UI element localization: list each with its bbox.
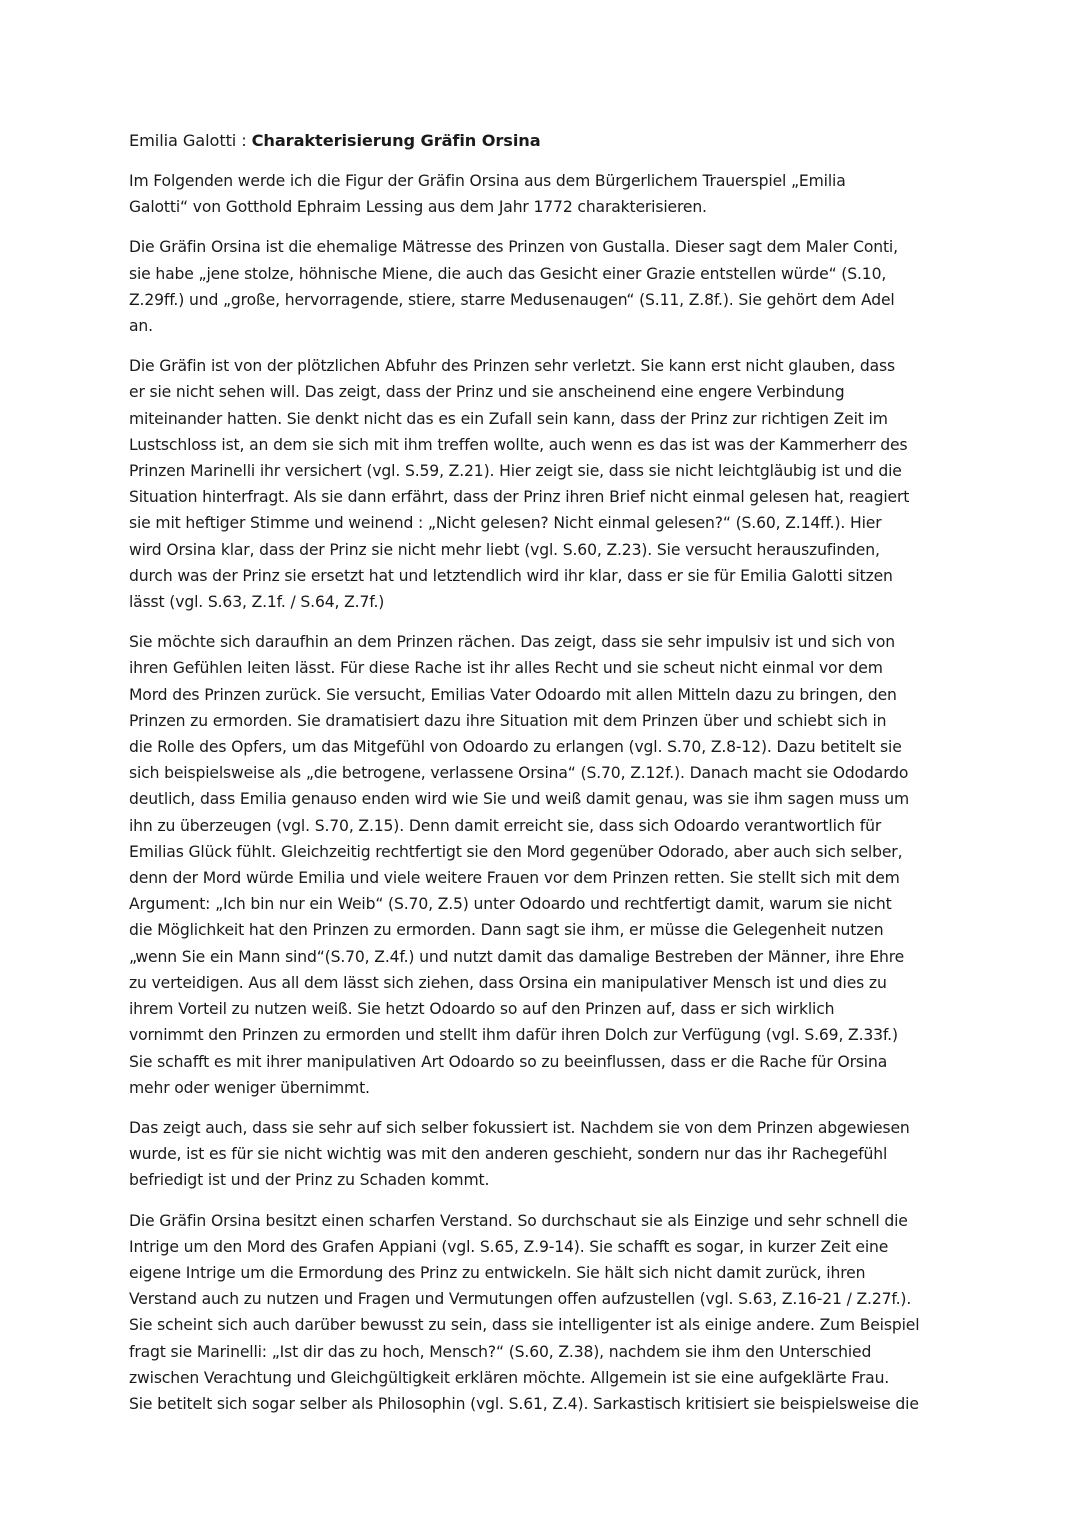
text-line: ihn zu überzeugen (vgl. S.70, Z.15). Denn damit erreicht sie, dass sich Odoardo verantwortlich für bbox=[129, 816, 882, 835]
text-line: Argument: „Ich bin nur ein Weib“ (S.70, Z.5) unter Odoardo und rechtfertigt damit, warum sie nicht bbox=[129, 895, 892, 914]
title-bold: Charakterisierung Gräfin Orsina bbox=[251, 131, 541, 150]
text-line: zwischen Verachtung und Gleichgültigkeit erklären möchte. Allgemein ist sie eine aufgeklärte Frau. bbox=[129, 1368, 890, 1387]
text-line: miteinander hatten. Sie denkt nicht das es ein Zufall sein kann, dass der Prinz zur richtigen Zeit im bbox=[129, 409, 888, 428]
text-line: Sie schafft es mit ihrer manipulativen Art Odoardo so zu beeinflussen, dass er die Rache für Orsina bbox=[129, 1052, 888, 1071]
text-line: fragt sie Marinelli: „Ist dir das zu hoch, Mensch?“ (S.60, Z.38), nachdem sie ihm den Unterschied bbox=[129, 1342, 872, 1361]
text-line: lässt (vgl. S.63, Z.1f. / S.64, Z.7f.) bbox=[129, 593, 385, 612]
text-line: Die Gräfin ist von der plötzlichen Abfuhr des Prinzen sehr verletzt. Sie kann erst nicht glauben, dass bbox=[129, 357, 895, 376]
text-line: sie mit heftiger Stimme und weinend : „Nicht gelesen? Nicht einmal gelesen?“ (S.60, Z.14ff.). Hier bbox=[129, 514, 882, 533]
text-line: sich beispielsweise als „die betrogene, verlassene Orsina“ (S.70, Z.12f.). Danach macht sie Ododardo bbox=[129, 764, 909, 783]
text-line: „wenn Sie ein Mann sind“(S.70, Z.4f.) und nutzt damit das damalige Bestreben der Männer, ihre Ehre bbox=[129, 947, 905, 966]
text-line: Galotti“ von Gotthold Ephraim Lessing aus dem Jahr 1772 charakterisieren. bbox=[129, 198, 707, 217]
text-line: Lustschloss ist, an dem sie sich mit ihm treffen wollte, auch wenn es das ist was der Kammerherr des bbox=[129, 435, 908, 454]
text-line: zu verteidigen. Aus all dem lässt sich ziehen, dass Orsina ein manipulativer Mensch ist und dies zu bbox=[129, 973, 887, 992]
paragraph-6 bbox=[129, 1208, 954, 1418]
text-line: die Möglichkeit hat den Prinzen zu ermorden. Dann sagt sie ihm, er müsse die Gelegenheit nutzen bbox=[129, 921, 884, 940]
text-line: ihrem Vorteil zu nutzen weiß. Sie hetzt Odoardo so auf den Prinzen auf, dass er sich wirklich bbox=[129, 1000, 835, 1019]
paragraph-2 bbox=[129, 234, 954, 339]
paragraph-5 bbox=[129, 1115, 954, 1194]
text-line: vornimmt den Prinzen zu ermorden und stellt ihm dafür ihren Dolch zur Verfügung (vgl. S.69, Z.33f.) bbox=[129, 1026, 898, 1045]
text-line: Mord des Prinzen zurück. Sie versucht, Emilias Vater Odoardo mit allen Mitteln dazu zu bringen, den bbox=[129, 685, 897, 704]
text-line: Z.29ff.) und „große, hervorragende, stiere, starre Medusenaugen“ (S.11, Z.8f.). Sie gehört dem Adel bbox=[129, 290, 895, 309]
paragraph-3 bbox=[129, 353, 954, 615]
text-line: er sie nicht sehen will. Das zeigt, dass der Prinz und sie anscheinend eine engere Verbindung bbox=[129, 383, 845, 402]
text-line: durch was der Prinz sie ersetzt hat und letztendlich wird ihr klar, dass er sie für Emilia Galotti sitzen bbox=[129, 566, 893, 585]
text-line: sie habe „jene stolze, höhnische Miene, die auch das Gesicht einer Grazie entstellen würde“ (S.10, bbox=[129, 264, 887, 283]
text-line: wird Orsina klar, dass der Prinz sie nicht mehr liebt (vgl. S.60, Z.23). Sie versucht herauszufinden, bbox=[129, 540, 880, 559]
text-line: Verstand auch zu nutzen und Fragen und Vermutungen offen aufzustellen (vgl. S.63, Z.16-21 / Z.27f.). bbox=[129, 1290, 912, 1309]
text-line: die Rolle des Opfers, um das Mitgefühl von Odoardo zu erlangen (vgl. S.70, Z.8-12). Dazu betitelt sie bbox=[129, 738, 902, 757]
text-line: denn der Mord würde Emilia und viele weitere Frauen vor dem Prinzen retten. Sie stellt sich mit dem bbox=[129, 869, 900, 888]
text-line: Sie möchte sich daraufhin an dem Prinzen rächen. Das zeigt, dass sie sehr impulsiv ist und sich von bbox=[129, 633, 895, 652]
text-line: an. bbox=[129, 317, 153, 336]
text-line: Prinzen Marinelli ihr versichert (vgl. S.59, Z.21). Hier zeigt sie, dass sie nicht leichtgläubig ist und die bbox=[129, 462, 902, 481]
text-line: eigene Intrige um die Ermordung des Prinz zu entwickeln. Sie hält sich nicht damit zurück, ihren bbox=[129, 1263, 866, 1282]
text-line: befriedigt ist und der Prinz zu Schaden kommt. bbox=[129, 1171, 490, 1190]
text-line: wurde, ist es für sie nicht wichtig was mit den anderen geschieht, sondern nur das ihr Rachegefühl bbox=[129, 1145, 888, 1164]
paragraph-1 bbox=[129, 168, 954, 220]
text-line: ihren Gefühlen leiten lässt. Für diese Rache ist ihr alles Recht und sie scheut nicht einmal vor dem bbox=[129, 659, 883, 678]
document-title bbox=[129, 128, 954, 154]
text-line: Im Folgenden werde ich die Figur der Gräfin Orsina aus dem Bürgerlichem Trauerspiel „Emilia bbox=[129, 172, 846, 190]
text-line: Sie betitelt sich sogar selber als Philosophin (vgl. S.61, Z.4). Sarkastisch kritisiert sie beispielsweise die bbox=[129, 1394, 919, 1413]
text-line: Das zeigt auch, dass sie sehr auf sich selber fokussiert ist. Nachdem sie von dem Prinzen abgewiesen bbox=[129, 1118, 910, 1137]
text-line: mehr oder weniger übernimmt. bbox=[129, 1078, 370, 1097]
text-line: Die Gräfin Orsina besitzt einen scharfen Verstand. So durchschaut sie als Einzige und sehr schnell die bbox=[129, 1211, 908, 1230]
text-line: Situation hinterfragt. Als sie dann erfährt, dass der Prinz ihren Brief nicht einmal gelesen hat, reagiert bbox=[129, 488, 910, 507]
text-line: Emilias Glück fühlt. Gleichzeitig rechtfertigt sie den Mord gegenüber Odorado, aber auch sich selber, bbox=[129, 842, 903, 861]
text-line: deutlich, dass Emilia genauso enden wird wie Sie und weiß damit genau, was sie ihm sagen muss um bbox=[129, 790, 910, 809]
text-line: Intrige um den Mord des Grafen Appiani (vgl. S.65, Z.9-14). Sie schafft es sogar, in kurzer Zeit eine bbox=[129, 1237, 889, 1256]
text-line: Die Gräfin Orsina ist die ehemalige Mätresse des Prinzen von Gustalla. Dieser sagt dem Maler Conti, bbox=[129, 238, 898, 257]
paragraph-4 bbox=[129, 629, 954, 1101]
document-page bbox=[129, 128, 954, 1431]
text-line: Sie scheint sich auch darüber bewusst zu sein, dass sie intelligenter ist als einige andere. Zum Beispiel bbox=[129, 1316, 920, 1335]
text-line: Prinzen zu ermorden. Sie dramatisiert dazu ihre Situation mit dem Prinzen über und schiebt sich in bbox=[129, 711, 887, 730]
document-body bbox=[129, 168, 954, 1417]
title-prefix: Emilia Galotti : bbox=[129, 131, 252, 150]
